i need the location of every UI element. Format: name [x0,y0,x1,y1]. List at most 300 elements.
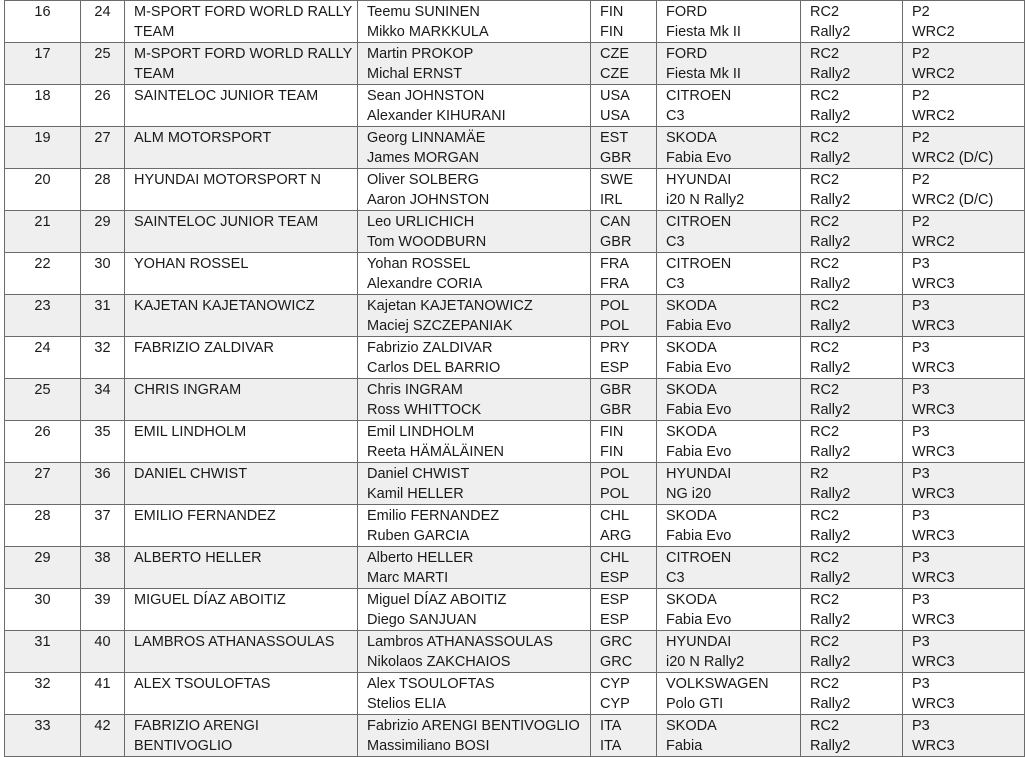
group-category: Rally2 [810,360,851,376]
car-make: CITROEN [666,214,732,230]
team-cell [125,379,358,421]
table-row [5,337,1025,379]
codriver-name: Reeta HÄMÄLÄINEN [367,444,504,460]
group-cell [801,505,903,547]
car-number-cell [81,379,125,421]
car-number-cell [81,505,125,547]
team-cell [125,631,358,673]
position-cell [5,673,81,715]
class-cell [903,211,1025,253]
group-code: RC2 [810,298,840,314]
entry-list-table [4,0,1025,757]
position-cell [5,169,81,211]
group-cell [801,169,903,211]
car-make: HYUNDAI [666,172,732,188]
group-category: Rally2 [810,738,851,754]
crew-cell [358,589,591,631]
team-name-line: FABRIZIO ARENGI [134,718,259,734]
group-category: Rally2 [810,570,851,586]
car-model: C3 [666,108,685,124]
priority: P3 [912,592,930,608]
group-code: R2 [810,466,829,482]
car-number-cell [81,169,125,211]
table-row [5,211,1025,253]
priority: P3 [912,508,930,524]
driver-name: Miguel DÍAZ ABOITIZ [367,592,507,608]
driver-name: Daniel CHWIST [367,466,470,482]
position-cell [5,631,81,673]
table-row [5,43,1025,85]
car-number-cell [81,463,125,505]
position: 26 [34,424,51,440]
car-cell [657,631,801,673]
group-code: RC2 [810,676,840,692]
crew-cell [358,715,591,757]
priority: P3 [912,550,930,566]
priority: P3 [912,382,930,398]
championship-class: WRC3 [912,486,955,502]
codriver-nationality: FRA [600,276,629,292]
nationality-cell [591,169,657,211]
priority: P2 [912,214,930,230]
group-category: Rally2 [810,24,851,40]
car-model: Fabia [666,738,703,754]
position-cell [5,505,81,547]
class-cell [903,127,1025,169]
team-cell [125,253,358,295]
team-name-line: ALM MOTORSPORT [134,130,272,146]
team-cell [125,295,358,337]
codriver-nationality: IRL [600,192,623,208]
car-make: SKODA [666,298,717,314]
position: 16 [34,4,51,20]
car-number: 34 [94,382,111,398]
car-number: 40 [94,634,111,650]
driver-nationality: FRA [600,256,629,272]
class-cell [903,295,1025,337]
codriver-name: Carlos DEL BARRIO [367,360,501,376]
crew-cell [358,43,591,85]
car-number: 41 [94,676,111,692]
driver-nationality: FIN [600,4,624,20]
position-cell [5,715,81,757]
crew-cell [358,631,591,673]
position-cell [5,547,81,589]
class-cell [903,589,1025,631]
team-name-line: ALEX TSOULOFTAS [134,676,271,692]
nationality-cell [591,253,657,295]
car-model: Fabia Evo [666,444,732,460]
crew-cell [358,673,591,715]
car-number: 26 [94,88,111,104]
car-number: 42 [94,718,111,734]
team-name-line: TEAM [134,24,175,40]
nationality-cell [591,85,657,127]
crew-cell [358,547,591,589]
team-name-line: HYUNDAI MOTORSPORT N [134,172,321,188]
crew-cell [358,169,591,211]
priority: P3 [912,634,930,650]
position-cell [5,211,81,253]
car-model: C3 [666,276,685,292]
nationality-cell [591,715,657,757]
table-row [5,463,1025,505]
class-cell [903,1,1025,43]
team-name-line: BENTIVOGLIO [134,738,233,754]
group-code: RC2 [810,340,840,356]
championship-class: WRC3 [912,444,955,460]
class-cell [903,673,1025,715]
team-name-line: ALBERTO HELLER [134,550,262,566]
codriver-nationality: ESP [600,360,630,376]
driver-name: Emil LINDHOLM [367,424,475,440]
car-number-cell [81,1,125,43]
team-name-line: KAJETAN KAJETANOWICZ [134,298,315,314]
group-cell [801,379,903,421]
driver-name: Leo URLICHICH [367,214,475,230]
team-cell [125,337,358,379]
priority: P3 [912,340,930,356]
group-category: Rally2 [810,444,851,460]
nationality-cell [591,337,657,379]
codriver-name: Aaron JOHNSTON [367,192,490,208]
driver-name: Alberto HELLER [367,550,474,566]
group-cell [801,253,903,295]
car-make: SKODA [666,130,717,146]
group-cell [801,547,903,589]
championship-class: WRC2 (D/C) [912,192,994,208]
table-row [5,631,1025,673]
table-row [5,421,1025,463]
codriver-name: Ross WHITTOCK [367,402,482,418]
codriver-nationality: ARG [600,528,632,544]
car-number: 31 [94,298,111,314]
driver-name: Georg LINNAMÄE [367,130,486,146]
car-cell [657,1,801,43]
championship-class: WRC3 [912,570,955,586]
car-cell [657,295,801,337]
table-row [5,589,1025,631]
championship-class: WRC2 [912,66,955,82]
codriver-nationality: FIN [600,24,624,40]
championship-class: WRC3 [912,360,955,376]
car-number: 28 [94,172,111,188]
team-cell [125,505,358,547]
driver-nationality: CZE [600,46,629,62]
car-number-cell [81,631,125,673]
codriver-name: Massimiliano BOSI [367,738,490,754]
codriver-name: Mikko MARKKULA [367,24,489,40]
car-model: Fabia Evo [666,612,732,628]
position: 32 [34,676,51,692]
position-cell [5,43,81,85]
driver-name: Kajetan KAJETANOWICZ [367,298,533,314]
position-cell [5,337,81,379]
table-row [5,547,1025,589]
table-row [5,715,1025,757]
position-cell [5,589,81,631]
car-make: SKODA [666,508,717,524]
driver-nationality: USA [600,88,630,104]
car-cell [657,253,801,295]
group-category: Rally2 [810,654,851,670]
car-cell [657,589,801,631]
codriver-nationality: GBR [600,402,632,418]
car-cell [657,85,801,127]
championship-class: WRC2 [912,234,955,250]
car-cell [657,463,801,505]
group-cell [801,631,903,673]
position: 28 [34,508,51,524]
group-category: Rally2 [810,696,851,712]
position: 21 [34,214,51,230]
car-cell [657,379,801,421]
group-cell [801,127,903,169]
driver-name: Emilio FERNANDEZ [367,508,500,524]
driver-nationality: CYP [600,676,630,692]
crew-cell [358,211,591,253]
class-cell [903,169,1025,211]
car-number-cell [81,253,125,295]
team-cell [125,211,358,253]
team-cell [125,589,358,631]
car-cell [657,547,801,589]
nationality-cell [591,211,657,253]
position-cell [5,379,81,421]
car-model: Fabia Evo [666,402,732,418]
driver-nationality: FIN [600,424,624,440]
codriver-name: Nikolaos ZAKCHAIOS [367,654,511,670]
codriver-nationality: GBR [600,150,632,166]
team-name-line: MIGUEL DÍAZ ABOITIZ [134,592,286,608]
position: 30 [34,592,51,608]
codriver-name: Marc MARTI [367,570,449,586]
car-number-cell [81,547,125,589]
class-cell [903,337,1025,379]
car-number-cell [81,43,125,85]
nationality-cell [591,127,657,169]
car-make: SKODA [666,592,717,608]
car-make: CITROEN [666,256,732,272]
driver-nationality: PRY [600,340,630,356]
codriver-nationality: POL [600,486,630,502]
car-model: i20 N Rally2 [666,192,745,208]
codriver-name: Alexander KIHURANI [367,108,506,124]
team-name-line: CHRIS INGRAM [134,382,242,398]
championship-class: WRC3 [912,402,955,418]
codriver-name: James MORGAN [367,150,479,166]
team-name-line: SAINTELOC JUNIOR TEAM [134,88,319,104]
crew-cell [358,337,591,379]
team-name-line: YOHAN ROSSEL [134,256,249,272]
car-cell [657,421,801,463]
group-cell [801,43,903,85]
group-cell [801,421,903,463]
codriver-name: Michal ERNST [367,66,463,82]
driver-nationality: POL [600,298,630,314]
championship-class: WRC3 [912,612,955,628]
nationality-cell [591,1,657,43]
position-cell [5,463,81,505]
driver-nationality: CHL [600,550,630,566]
codriver-nationality: POL [600,318,630,334]
codriver-name: Maciej SZCZEPANIAK [367,318,513,334]
priority: P3 [912,424,930,440]
group-cell [801,295,903,337]
team-cell [125,169,358,211]
championship-class: WRC3 [912,276,955,292]
car-make: CITROEN [666,550,732,566]
nationality-cell [591,505,657,547]
driver-name: Fabrizio ZALDIVAR [367,340,493,356]
car-cell [657,673,801,715]
codriver-nationality: CZE [600,66,629,82]
team-cell [125,547,358,589]
position-cell [5,295,81,337]
table-row [5,253,1025,295]
group-code: RC2 [810,4,840,20]
championship-class: WRC3 [912,738,955,754]
crew-cell [358,295,591,337]
team-name-line: EMILIO FERNANDEZ [134,508,276,524]
driver-name: Lambros ATHANASSOULAS [367,634,553,650]
group-cell [801,85,903,127]
car-number: 30 [94,256,111,272]
position: 24 [34,340,51,356]
table-row [5,295,1025,337]
car-number: 27 [94,130,111,146]
crew-cell [358,85,591,127]
class-cell [903,43,1025,85]
position-cell [5,85,81,127]
car-number-cell [81,421,125,463]
team-cell [125,673,358,715]
position-cell [5,253,81,295]
codriver-nationality: GBR [600,234,632,250]
codriver-nationality: FIN [600,444,624,460]
priority: P2 [912,130,930,146]
team-cell [125,421,358,463]
priority: P3 [912,256,930,272]
driver-name: Sean JOHNSTON [367,88,485,104]
championship-class: WRC2 (D/C) [912,150,994,166]
driver-nationality: GBR [600,382,632,398]
car-make: HYUNDAI [666,466,732,482]
class-cell [903,463,1025,505]
championship-class: WRC3 [912,654,955,670]
class-cell [903,253,1025,295]
team-cell [125,715,358,757]
class-cell [903,421,1025,463]
table-row [5,127,1025,169]
codriver-nationality: GRC [600,654,633,670]
car-number: 37 [94,508,111,524]
group-code: RC2 [810,592,840,608]
car-number: 32 [94,340,111,356]
crew-cell [358,1,591,43]
team-cell [125,127,358,169]
nationality-cell [591,589,657,631]
car-model: C3 [666,570,685,586]
driver-name: Chris INGRAM [367,382,463,398]
group-cell [801,337,903,379]
nationality-cell [591,673,657,715]
car-model: Fabia Evo [666,360,732,376]
car-number-cell [81,127,125,169]
car-make: SKODA [666,424,717,440]
group-code: RC2 [810,46,840,62]
position: 23 [34,298,51,314]
crew-cell [358,127,591,169]
position: 27 [34,466,51,482]
position-cell [5,421,81,463]
position: 17 [34,46,51,62]
position-cell [5,127,81,169]
car-make: FORD [666,4,708,20]
group-code: RC2 [810,550,840,566]
table-row [5,505,1025,547]
table-row [5,1,1025,43]
team-cell [125,463,358,505]
car-number: 35 [94,424,111,440]
group-code: RC2 [810,256,840,272]
car-cell [657,337,801,379]
championship-class: WRC3 [912,696,955,712]
team-name-line: DANIEL CHWIST [134,466,248,482]
car-model: Fabia Evo [666,528,732,544]
nationality-cell [591,631,657,673]
position: 19 [34,130,51,146]
car-number: 39 [94,592,111,608]
group-category: Rally2 [810,276,851,292]
driver-name: Fabrizio ARENGI BENTIVOGLIO [367,718,580,734]
table-row [5,673,1025,715]
class-cell [903,715,1025,757]
codriver-name: Diego SANJUAN [367,612,477,628]
priority: P2 [912,172,930,188]
car-number: 25 [94,46,111,62]
driver-nationality: EST [600,130,629,146]
group-category: Rally2 [810,234,851,250]
group-code: RC2 [810,508,840,524]
group-category: Rally2 [810,486,851,502]
group-code: RC2 [810,172,840,188]
position: 33 [34,718,51,734]
team-name-line: M-SPORT FORD WORLD RALLY [134,4,353,20]
group-cell [801,1,903,43]
group-code: RC2 [810,424,840,440]
car-number: 36 [94,466,111,482]
car-number-cell [81,715,125,757]
group-cell [801,463,903,505]
car-number: 38 [94,550,111,566]
class-cell [903,85,1025,127]
codriver-name: Stelios ELIA [367,696,446,712]
driver-name: Yohan ROSSEL [367,256,471,272]
group-category: Rally2 [810,528,851,544]
codriver-nationality: ESP [600,612,630,628]
group-category: Rally2 [810,402,851,418]
table-row [5,379,1025,421]
group-cell [801,673,903,715]
driver-name: Teemu SUNINEN [367,4,480,20]
priority: P3 [912,718,930,734]
priority: P3 [912,466,930,482]
priority: P3 [912,298,930,314]
position: 31 [34,634,51,650]
priority: P2 [912,88,930,104]
car-make: SKODA [666,340,717,356]
